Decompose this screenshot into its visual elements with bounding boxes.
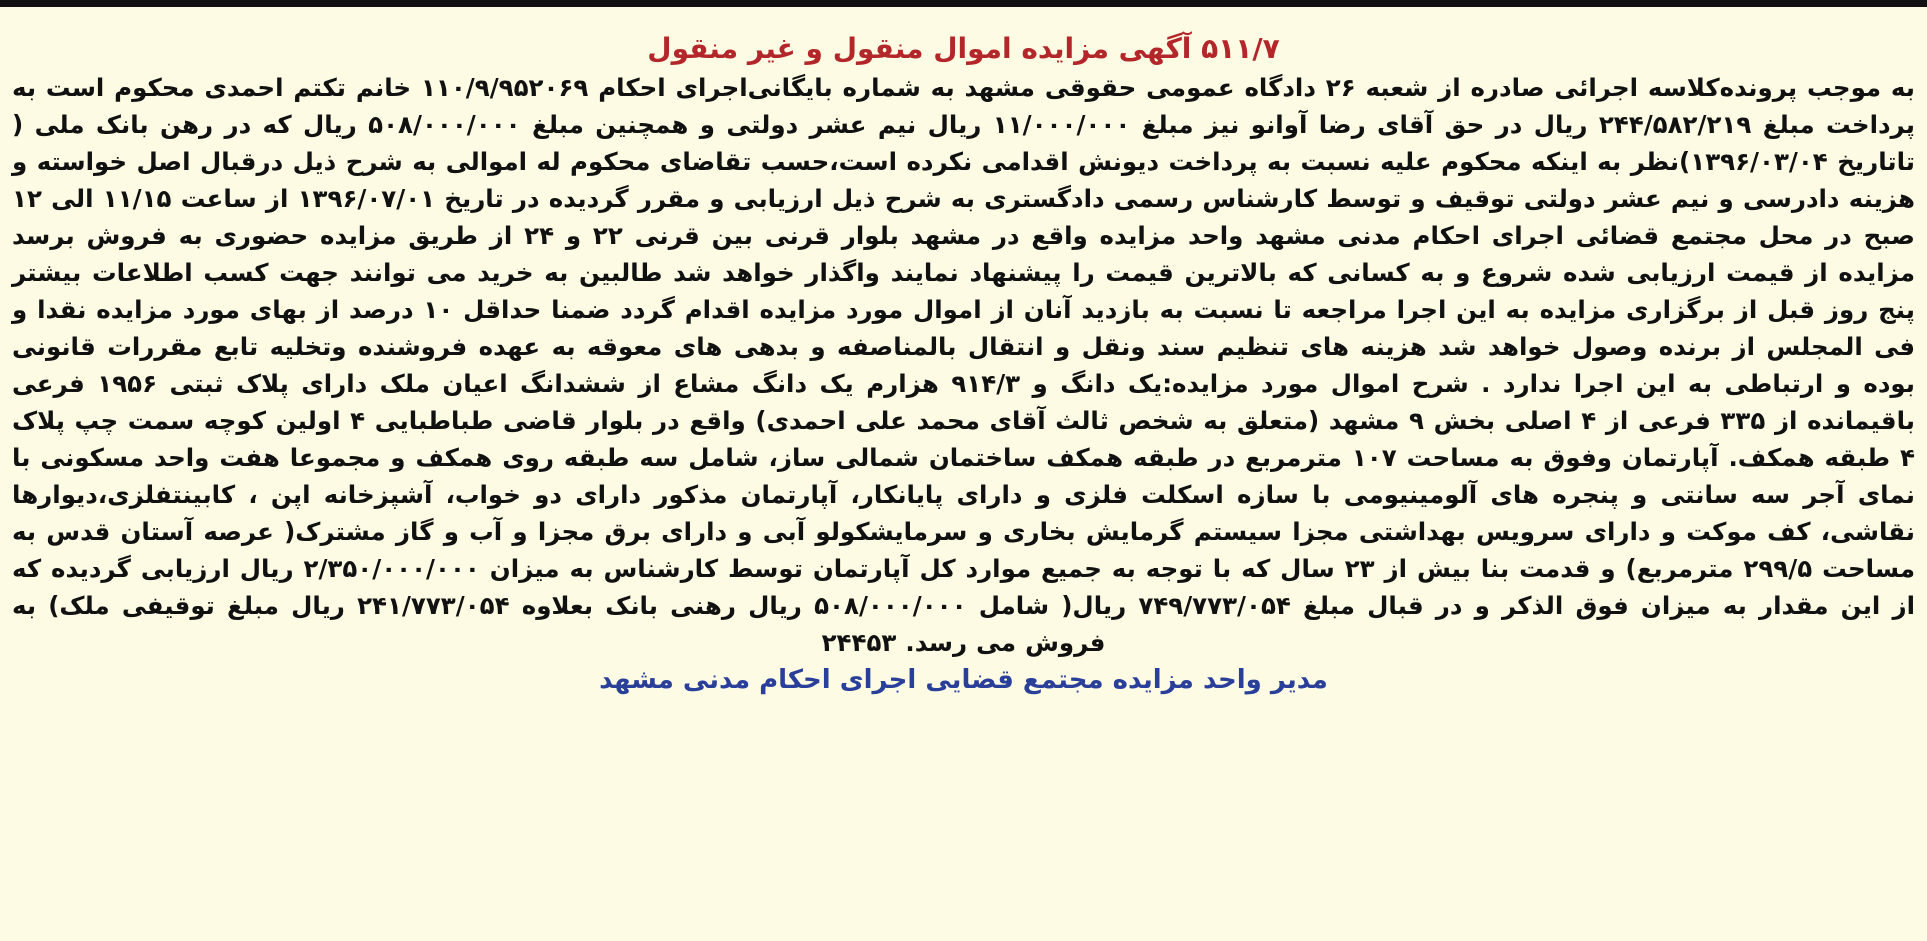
auction-notice (0, 7, 1927, 941)
top-border (0, 0, 1927, 7)
notice-body: به موجب پرونده‌کلاسه اجرائی صادره از شعبه ۲۶ دادگاه عمومی حقوقی مشهد به شماره بایگانی‌اجرای احکام ۱۱۰/۹/۹۵۲۰۶۹ خانم تکتم احمدی محکوم است به پرداخت مبلغ ۲۴۴/۵۸۲/۲۱۹ ریال در حق آقای رضا آوانو نیز مبلغ ۱۱/۰۰۰/۰۰۰ ریال نیم عشر دولتی و همچنین مبلغ ۵۰۸/۰۰۰/۰۰۰ ریال که در رهن بانک ملی ( تاتاریخ ۱۳۹۶/۰۳/۰۴)نظر به اینکه محکوم علیه نسبت به پرداخت دیونش اقدامی نکرده است،حسب تقاضای محکوم له اموالی به شرح ذیل درقبال اصل خواسته و هزینه دادرسی و نیم عشر دولتی توقیف و توسط کارشناس رسمی دادگستری به شرح ذیل ارزیابی و مقرر گردیده در تاریخ ۱۳۹۶/۰۷/۰۱ از ساعت ۱۱/۱۵ الی ۱۲ صبح در محل مجتمع قضائی اجرای احکام مدنی مشهد واحد مزایده واقع در مشهد بلوار قرنی بین قرنی ۲۲ و ۲۴ از طریق مزایده حضوری به فروش برسد مزایده از قیمت ارزیابی شده شروع و به کسانی که بالاترین قیمت را پیشنهاد نمایند واگذار خواهد شد طالبین به خرید می توانند جهت کسب اطلاعات بیشتر پنج روز قبل از برگزاری مزایده به این اجرا مراجعه تا نسبت به بازدید آنان از اموال مورد مزایده اقدام گردد ضمنا حداقل ۱۰ درصد از بهای مورد مزایده نقدا و فی المجلس از برنده وصول خواهد شد هزینه های تنظیم سند ونقل و انتقال بالمناصفه و بدهی های معوقه به عهده فروشنده وتخلیه تابع مقررات قانونی بوده و ارتباطی به این اجرا ندارد . شرح اموال مورد مزایده:یک دانگ و ۹۱۴/۳ هزارم یک دانگ مشاع از ششدانگ اعیان ملک دارای پلاک ثبتی ۱۹۵۶ فرعی باقیمانده از ۳۳۵ فرعی از ۴ اصلی بخش ۹ مشهد (متعلق به شخص ثالث آقای محمد علی احمدی) واقع در بلوار قاضی طباطبایی ۴ اولین کوچه سمت چپ پلاک ۴ طبقه همکف. آپارتمان وفوق به مساحت ۱۰۷ مترمربع در طبقه همکف ساختمان شمالی ساز، شامل سه طبقه روی همکف و مجموعا هفت واحد مسکونی با نمای آجر سه سانتی و پنجره های آلومینیومی با سازه اسکلت فلزی و دارای پایانکار، آپارتمان مذکور دارای دو خواب، آشپزخانه اپن ، کابینتفلزی،دیوارها نقاشی، کف موکت و دارای سرویس بهداشتی مجزا سیستم گرمایش بخاری و سرمایشکولو آبی و دارای برق مجزا و آب و گاز مشترک( عرصه آستان قدس به مساحت ۲۹۹/۵ مترمربع) و قدمت بنا بیش از ۲۳ سال که با توجه به جمیع موارد کل آپارتمان توسط کارشناس به میزان ۲/۳۵۰/۰۰۰/۰۰۰ ریال ارزیابی گردیده که از این مقدار به میزان فوق الذکر و در قبال مبلغ ۷۴۹/۷۷۳/۰۵۴ ریال( شامل ۵۰۸/۰۰۰/۰۰۰ ریال رهنی بانک بعلاوه ۲۴۱/۷۷۳/۰۵۴ ریال مبلغ توقیفی ملک) به فروش می رسد. ۲۴۴۵۳ (12, 73, 1915, 657)
notice-signature: مدیر واحد مزایده مجتمع قضایی اجرای احکام مدنی مشهد (599, 665, 1328, 695)
notice-title: ۵۱۱/۷ آگهی مزایده اموال منقول و غیر منقول (647, 32, 1280, 65)
